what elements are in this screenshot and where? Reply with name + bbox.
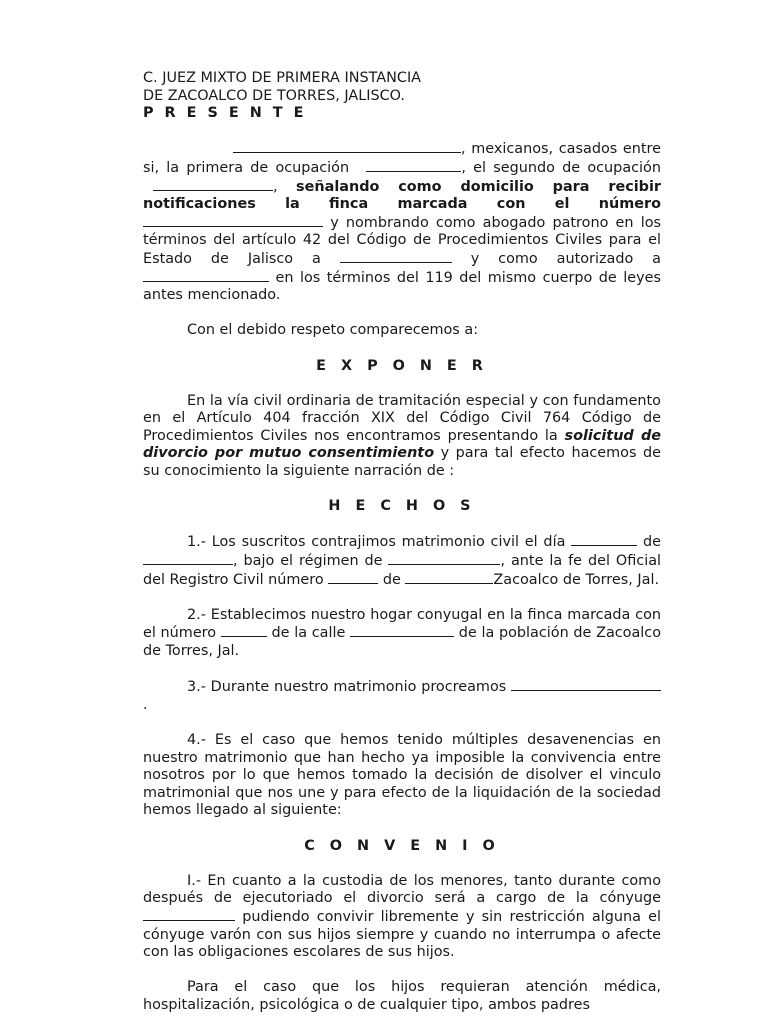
blank-registry-number	[328, 571, 378, 584]
blank-lawyer	[340, 250, 452, 263]
blank-street	[350, 624, 454, 637]
hecho-4: 4.- Es el caso que hemos tenido múltiples desavenencias en nuestro matrimonio que han hecho ya imposible la convivencia entre nosotros por lo que hemos tomado la decisión de disolver el vinculo matrimonial que nos une y para efecto de la liquidación de la sociedad hemos llegado al siguiente:	[143, 731, 661, 819]
blank-marriage-month	[143, 552, 233, 565]
blank-occupation-2	[153, 178, 273, 191]
addressee-line-1: C. JUEZ MIXTO DE PRIMERA INSTANCIA	[143, 70, 422, 86]
document-page	[143, 70, 661, 1014]
hechos-heading: H E C H O S	[328, 498, 476, 515]
intro-paragraph: , mexicanos, casados entre si, la primera de ocupación , el segundo de ocupación , señalando como domicilio para recibir notificaciones la finca marcada con el número y nombrando como abogado patrono en los términos del artículo 42 del Código de Procedimientos Civiles para el Estado de Jalisco a y como autorizado a en los términos del 119 del mismo cuerpo de leyes antes mencionado.	[143, 141, 662, 304]
hecho-3: 3.- Durante nuestro matrimonio procreamos .	[143, 678, 661, 714]
blank-regime	[388, 552, 500, 565]
addressee-line-2: DE ZACOALCO DE TORRES, JALISCO.	[143, 87, 405, 104]
hecho-2: 2.- Establecimos nuestro hogar conyugal en la finca marcada con el número de la calle de la población de Zacoalco de Torres, Jal.	[143, 606, 662, 659]
blank-marriage-day	[571, 533, 637, 546]
exponer-paragraph: En la vía civil ordinaria de tramitación especial y con fundamento en el Artículo 404 fracción XIX del Código Civil 764 Código de Procedimientos Civiles nos encontramos presentando la solicitud de divorcio por mutuo consentimiento y para tal efecto hacemos de su conocimiento la siguiente narración de :	[143, 392, 662, 480]
exponer-heading: E X P O N E R	[316, 357, 488, 374]
blank-occupation-1	[366, 159, 461, 172]
blank-children	[511, 678, 661, 691]
blank-house-number	[221, 624, 267, 637]
presente-label: P R E S E N T E	[143, 105, 307, 122]
blank-spouse	[143, 908, 235, 921]
convenio-heading: C O N V E N I O	[304, 837, 500, 854]
comparecemos-line: Con el debido respeto comparecemos a:	[187, 322, 479, 339]
blank-registry-place	[405, 571, 493, 584]
blank-names	[233, 140, 461, 153]
clausula-1-medical: Para el caso que los hijos requieran atención médica, hospitalización, psicológica o de cualquier tipo, ambos padres	[143, 979, 661, 1013]
blank-address-number	[143, 214, 323, 227]
clausula-1: I.- En cuanto a la custodia de los menores, tanto durante como después de ejecutoriado el divorcio será a cargo de la cónyuge pudiendo convivir libremente y sin restricción alguna el cónyuge varón con sus hijos siempre y cuando no interrumpa o afecte con las obligaciones escolares de sus hijos.	[143, 872, 661, 961]
hecho-1: 1.- Los suscritos contrajimos matrimonio civil el día de , bajo el régimen de , ante la fe del Oficial del Registro Civil número de Zacoalco de Torres, Jal.	[143, 534, 662, 588]
blank-authorized	[143, 269, 269, 282]
